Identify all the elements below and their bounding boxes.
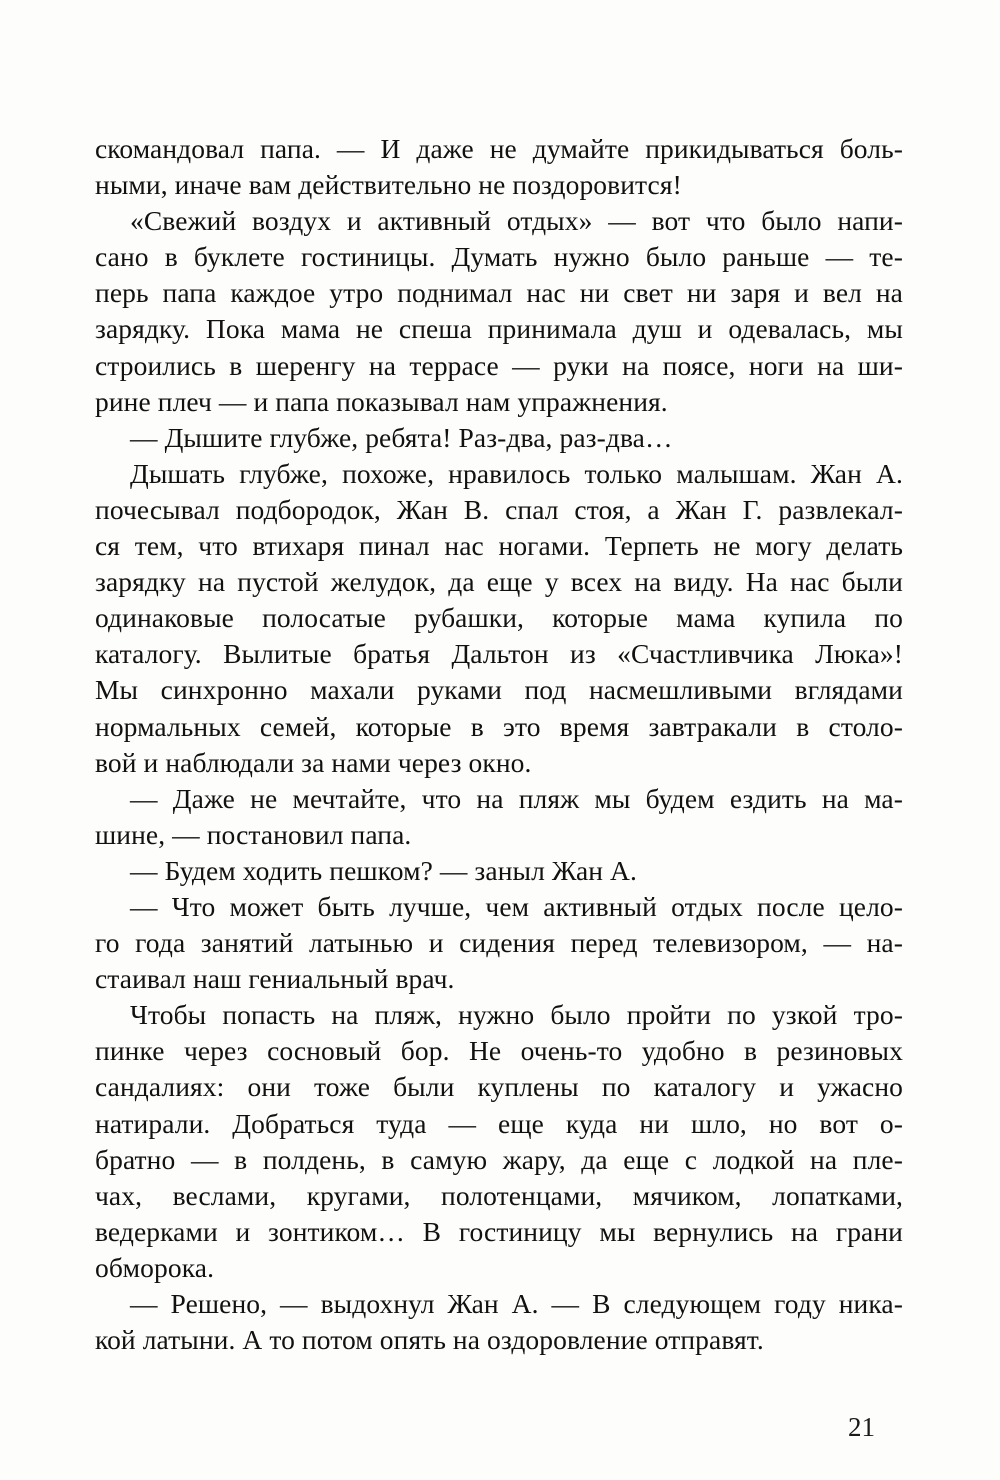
text-block — [95, 131, 903, 1358]
text-line: шине, — постановил папа. — [95, 818, 412, 850]
text-line: пинке через сосновый бор. Не очень-то удобно в резиновых — [95, 1035, 903, 1067]
text-line: — Что может быть лучше, чем активный отдых после цело- — [130, 890, 903, 922]
text-line: зарядку на пустой желудок, да еще у всех на виду. На нас были — [95, 566, 903, 598]
paragraph — [95, 889, 903, 997]
page-number: 21 — [848, 1412, 875, 1442]
text-line: сандалиях: они тоже были куплены по каталогу и ужасно — [95, 1071, 903, 1103]
text-line: «Свежий воздух и активный отдых» — вот что было напи- — [130, 205, 903, 237]
text-line: одинаковые полосатые рубашки, которые мама купила по — [95, 602, 903, 634]
paragraph — [95, 456, 903, 781]
text-line: — Решено, — выдохнул Жан А. — В следующем году ника- — [130, 1288, 903, 1319]
text-line: ведерками и зонтиком… В гостиницу мы вернулись на грани — [95, 1215, 903, 1247]
paragraph — [95, 853, 903, 889]
text-line: братно — в полдень, в самую жару, да еще с лодкой на пле- — [95, 1143, 903, 1175]
text-line: Чтобы попасть на пляж, нужно было пройти по узкой тро- — [130, 999, 903, 1031]
text-line: ся тем, что втихаря пинал нас ногами. Терпеть не могу делать — [95, 530, 903, 562]
text-line: каталогу. Вылитые братья Дальтон из «Счастливчика Люка»! — [95, 638, 903, 670]
text-line: ными, иначе вам действительно не поздоровится! — [95, 169, 682, 201]
text-line: кой латыни. А то потом опять на оздоровление отправят. — [95, 1324, 764, 1356]
text-line: рине плеч — и папа показывал нам упражнения. — [95, 385, 668, 417]
text-line: го года занятий латынью и сидения перед телевизором, — на- — [95, 927, 903, 959]
text-line: скомандовал папа. — И даже не думайте прикидываться боль- — [95, 133, 903, 164]
text-line: стаивал наш гениальный врач. — [95, 963, 455, 995]
text-line: перь папа каждое утро поднимал нас ни свет ни заря и вел на — [95, 277, 903, 309]
paragraph — [95, 997, 903, 1286]
paragraph — [95, 420, 903, 456]
text-line: сано в буклете гостиницы. Думать нужно было раньше — те- — [95, 241, 903, 273]
paragraph — [95, 131, 903, 203]
paragraph — [95, 203, 903, 420]
text-line: Мы синхронно махали руками под насмешливыми вглядами — [95, 674, 903, 706]
text-line: Дышать глубже, похоже, нравилось только малышам. Жан А. — [130, 457, 903, 489]
text-line: — Дышите глубже, ребята! Раз-два, раз-два… — [130, 421, 673, 453]
text-line: почесывал подбородок, Жан В. спал стоя, а Жан Г. развлекал- — [95, 493, 903, 525]
text-line: зарядку. Пока мама не спеша принимала душ и одевалась, мы — [95, 313, 903, 345]
text-line: натирали. Добраться туда — еще куда ни шло, но вот о- — [95, 1107, 903, 1139]
text-line: вой и наблюдали за нами через окно. — [95, 746, 532, 778]
text-line: — Даже не мечтайте, что на пляж мы будем ездить на ма- — [130, 782, 903, 814]
text-line: нормальных семей, которые в это время завтракали в столо- — [95, 710, 903, 742]
text-line: обморока. — [95, 1251, 215, 1283]
text-line: — Будем ходить пешком? — заныл Жан А. — [130, 854, 637, 886]
paragraph — [95, 781, 903, 853]
paragraph — [95, 1286, 903, 1358]
text-line: чах, веслами, кругами, полотенцами, мячиком, лопатками, — [95, 1179, 903, 1211]
text-line: строились в шеренгу на террасе — руки на поясе, ноги на ши- — [95, 349, 903, 381]
